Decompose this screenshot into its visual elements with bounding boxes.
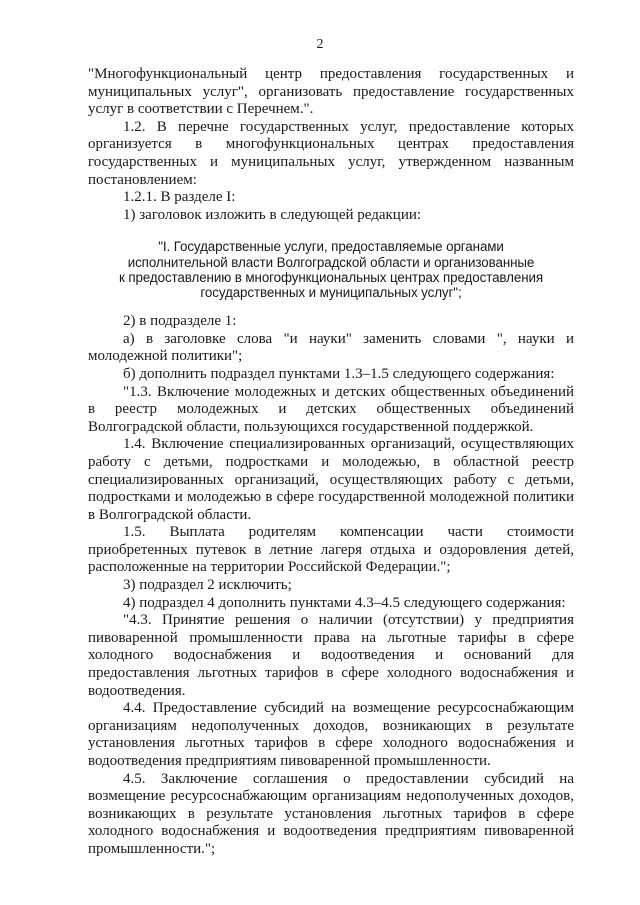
heading-line: "I. Государственные услуги, предоставляемые органами (158, 239, 504, 255)
paragraph: 4.4. Предоставление субсидий на возмещение ресурсоснабжающим организациям недополученных доходов, возникающих в результате установления льготных тарифов в сфере холодного водоснабжения и водоотведения предприятиям пивоваренной промышленности. (88, 700, 574, 769)
paragraph: 3) подраздел 2 исключить; (123, 577, 292, 594)
heading-line: государственных и муниципальных услуг"; (200, 284, 462, 300)
document-body (88, 66, 574, 859)
paragraph: 4) подраздел 4 дополнить пунктами 4.3–4.5 следующего содержания: (123, 594, 566, 611)
paragraph: 1.2. В перечне государственных услуг, предоставление которых организуется в многофункциональных центрах предоставления государственных и муниципальных услуг, утвержденном названным постановлением: (88, 118, 574, 188)
paragraph: "1.3. Включение молодежных и детских общественных объединений в реестр молодежных и детских общественных объединений Волгоградской области, пользующихся государственной поддержкой. (88, 383, 574, 435)
heading-line: к предоставлению в многофункциональных центрах предоставления (118, 269, 544, 285)
page-number: 2 (316, 37, 324, 52)
section-heading-quote (88, 239, 574, 300)
paragraph: "4.3. Принятие решения о наличии (отсутствии) у предприятия пивоваренной промышленности права на льготные тарифы в сфере холодного водоснабжения и водоотведения и оснований для предоставления льготных тарифов в сфере холодного водоснабжения и водоотведения. (88, 612, 574, 699)
paragraph: 1.5. Выплата родителям компенсации части стоимости приобретенных путевок в летние лагеря отдыха и оздоровления детей, расположенные на территории Российской Федерации."; (88, 524, 574, 576)
paragraph: 4.5. Заключение соглашения о предоставлении субсидий на возмещение ресурсоснабжающим организациям недополученных доходов, возникающих в результате установления льготных тарифов в сфере холодного водоснабжения и водоотведения предприятиям пивоваренной промышленности."; (88, 770, 574, 857)
paragraph: 1.2.1. В разделе I: (123, 189, 236, 206)
paragraph: 1.4. Включение специализированных организаций, осуществляющих работу с детьми, подростками и молодежью, в областной реестр специализированных организаций, осуществляющих работу с детьми, подростками и молодежью в сфере государственной молодежной политики в Волгоградской области. (88, 436, 574, 523)
paragraph: 2) в подразделе 1: (123, 313, 237, 330)
paragraph: а) в заголовке слова "и науки" заменить словами ", науки и молодежной политики"; (88, 330, 574, 365)
heading-line: исполнительной власти Волгоградской области и организованные (127, 254, 535, 270)
paragraph: б) дополнить подраздел пунктами 1.3–1.5 следующего содержания: (123, 365, 555, 382)
paragraph: "Многофункциональный центр предоставления государственных и муниципальных услуг", организовать предоставление государственных услуг в соответствии с Перечнем.". (88, 66, 574, 118)
paragraph: 1) заголовок изложить в следующей редакции: (123, 206, 422, 223)
